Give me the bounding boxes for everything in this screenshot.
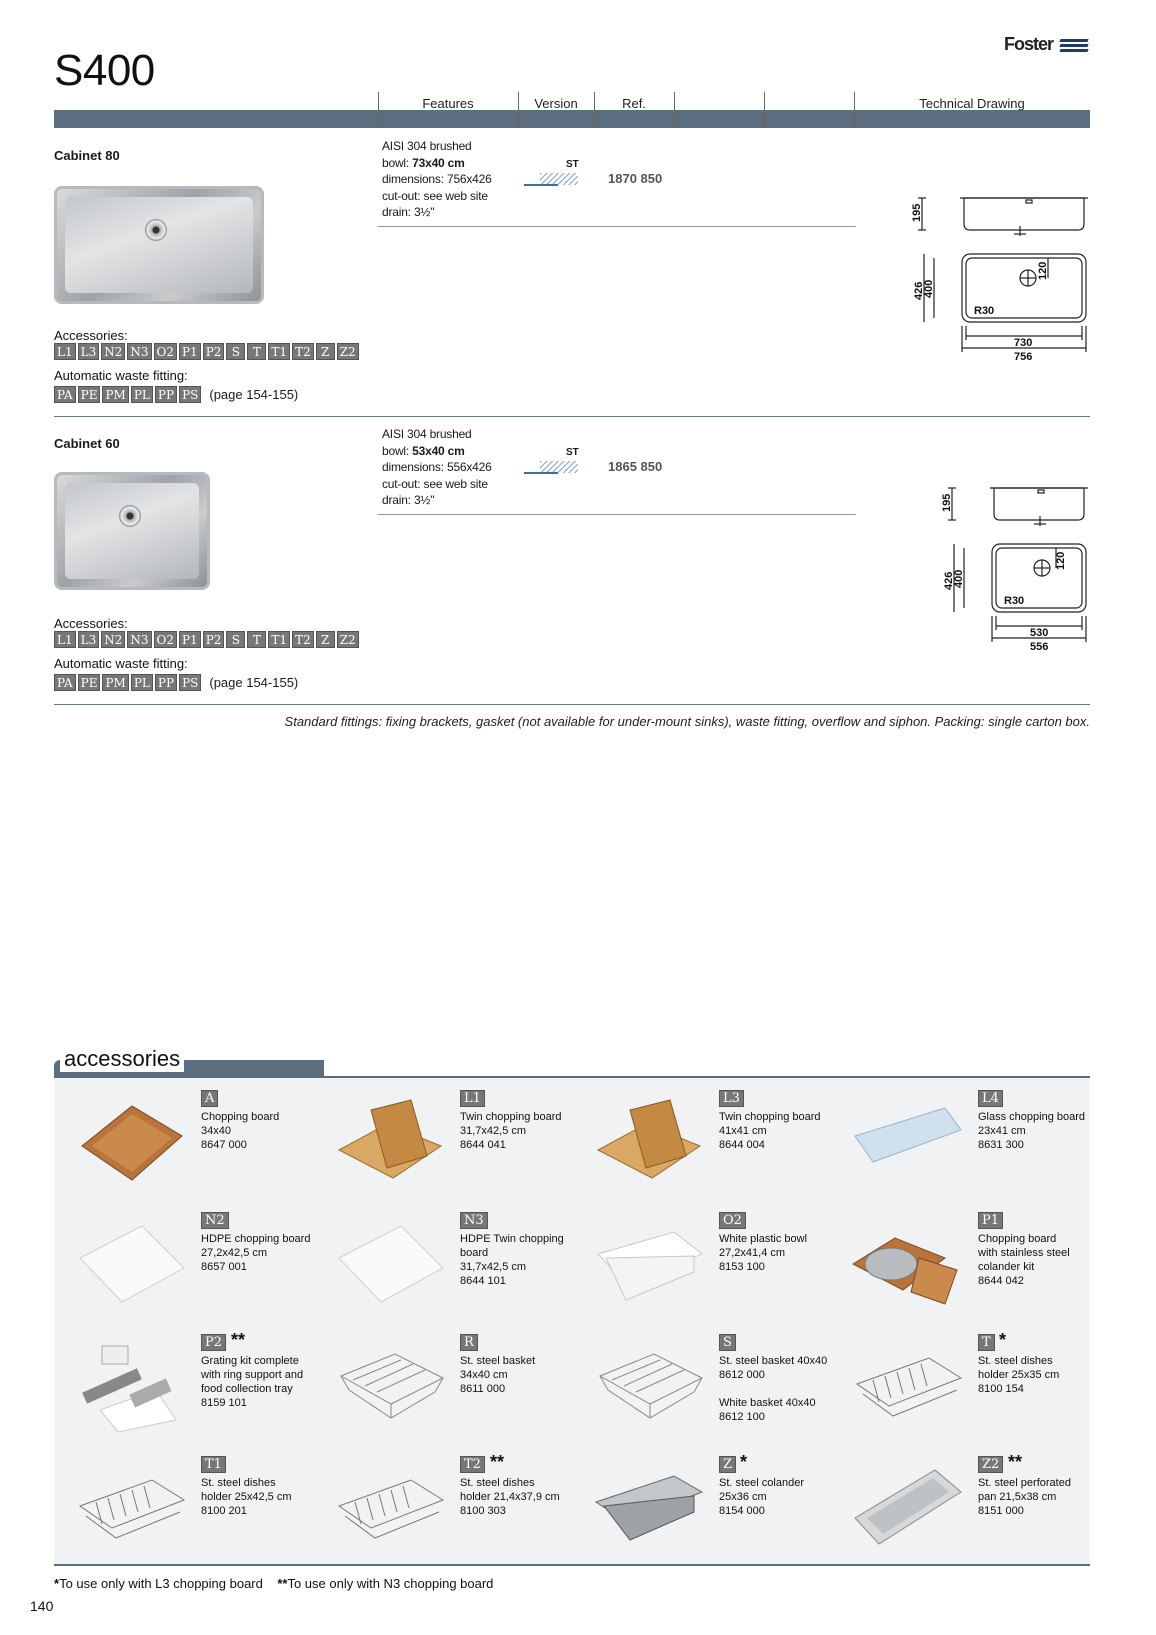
accessory-description [719, 1110, 834, 1152]
waste-page-ref: (page 154-155) [209, 387, 299, 402]
grating-kit-icon [72, 1340, 190, 1432]
accessory-code: T1 [201, 1456, 226, 1473]
page-number: 140 [30, 1598, 54, 1614]
feature-material: AISI 304 brushed [382, 139, 472, 153]
description-line: food collection tray [201, 1383, 293, 1395]
dim-width-inner: 730 [1014, 337, 1033, 349]
code-badge: PA [54, 386, 76, 403]
description-line: 31,7x42,5 cm [460, 1125, 527, 1137]
description-line: board [460, 1247, 489, 1259]
code-badge: P2 [203, 631, 225, 648]
accessory-item [831, 1452, 1089, 1576]
header-divider [764, 92, 765, 128]
accessories-badges [54, 343, 359, 360]
code-badge: T1 [268, 631, 290, 648]
feature-cutout: cut-out: see web site [382, 188, 488, 203]
description-line [719, 1382, 834, 1396]
plastic-bowl-icon [590, 1218, 708, 1310]
accessory-description [460, 1354, 575, 1396]
standard-fittings-note: Standard fittings: fixing brackets, gasket (not available for under-mount sinks), waste fitting, overflow and siphon. Packing: single carton box. [284, 714, 1090, 729]
colander-icon [590, 1462, 708, 1554]
feature-material: AISI 304 brushed [382, 427, 472, 441]
twin-board-icon [331, 1096, 449, 1188]
description-line: White plastic bowl [719, 1233, 808, 1245]
mount-type-icon [524, 167, 584, 197]
dim-width-outer: 556 [1030, 641, 1049, 653]
accessory-item [572, 1212, 830, 1332]
description-line: Grating kit complete [201, 1355, 299, 1367]
dim-height: 195 [941, 493, 953, 512]
header-divider [674, 92, 675, 128]
description-line: 8644 004 [719, 1139, 765, 1151]
code-badge: O2 [154, 631, 177, 648]
description-line: 8647 000 [201, 1139, 247, 1151]
code-badge: PE [78, 674, 101, 691]
description-line: holder 21,4x37,9 cm [460, 1491, 560, 1503]
accessory-item [313, 1212, 571, 1332]
product-ref: 1870 850 [608, 171, 663, 186]
wire-basket-icon [331, 1340, 449, 1432]
hdpe-board-icon [72, 1218, 190, 1310]
accessory-code: T2 [460, 1456, 485, 1473]
accessory-code: T [978, 1334, 995, 1351]
accessory-description [719, 1476, 834, 1518]
accessory-item [313, 1090, 571, 1210]
mount-type-icon [524, 455, 584, 485]
footnote [54, 1576, 493, 1591]
row-divider [378, 226, 856, 227]
description-line: HDPE chopping board [201, 1233, 311, 1245]
version-badge [524, 159, 584, 189]
description-line: St. steel colander [719, 1477, 804, 1489]
code-badge: N2 [101, 343, 125, 360]
footnote-star2: ** [277, 1576, 288, 1591]
description-line: Twin chopping board [460, 1111, 562, 1123]
accessory-item [54, 1212, 312, 1332]
sink-photo [54, 472, 210, 590]
row-divider [54, 704, 1090, 705]
accessory-description [978, 1476, 1093, 1518]
board-colander-icon [849, 1218, 967, 1310]
accessory-item [572, 1334, 830, 1454]
dim-radius: R30 [974, 305, 995, 317]
accessory-code: N3 [460, 1212, 488, 1229]
table-header-band [54, 110, 1090, 128]
accessory-description [201, 1110, 316, 1152]
accessory-item [831, 1212, 1089, 1332]
code-badge: T2 [292, 343, 314, 360]
feature-drain: drain: 3½" [382, 205, 435, 219]
accessory-description [460, 1232, 575, 1288]
dim-radius: R30 [1004, 595, 1025, 607]
accessory-code: L3 [719, 1090, 744, 1107]
description-line: 8100 201 [201, 1505, 247, 1517]
description-line: with ring support and [201, 1369, 304, 1381]
product-ref: 1865 850 [608, 459, 663, 474]
description-line: 8611 000 [460, 1383, 506, 1395]
code-badge: PP [155, 386, 177, 403]
accessory-stars: ** [231, 1330, 246, 1350]
accessory-code: R [460, 1334, 478, 1351]
accessory-code: L1 [460, 1090, 485, 1107]
description-line: HDPE Twin chopping [460, 1233, 564, 1245]
code-badge: S [226, 343, 245, 360]
code-badge: Z2 [337, 631, 359, 648]
product-name: Cabinet 80 [54, 148, 120, 163]
description-line: colander kit [978, 1261, 1035, 1273]
code-badge: PA [54, 674, 76, 691]
dim-depth-inner: 400 [923, 279, 935, 298]
accessory-code: N2 [201, 1212, 229, 1229]
product-name: Cabinet 60 [54, 436, 120, 451]
description-line: Chopping board [978, 1233, 1057, 1245]
footnote-text2: To use only with N3 chopping board [287, 1576, 494, 1591]
accessory-code: P2 [201, 1334, 226, 1351]
technical-drawing [904, 186, 1100, 366]
glass-board-icon [849, 1096, 967, 1188]
accessory-item [54, 1090, 312, 1210]
code-badge: T2 [292, 631, 314, 648]
accessories-badges [54, 631, 359, 648]
accessory-code: L4 [978, 1090, 1003, 1107]
description-line: 41x41 cm [719, 1125, 767, 1137]
accessory-stars: ** [1008, 1452, 1023, 1472]
description-line: 8657 001 [201, 1261, 247, 1273]
accessory-item [831, 1090, 1089, 1210]
accessory-description [201, 1354, 316, 1410]
accessory-description [978, 1354, 1093, 1396]
product-features [382, 138, 532, 221]
accessories-label: Accessories: [54, 328, 128, 343]
dim-drain-offset: 120 [1055, 551, 1067, 570]
dim-height: 195 [911, 203, 923, 222]
feature-dimensions: dimensions: 756x426 [382, 172, 492, 186]
drain-icon [119, 505, 141, 527]
description-line: pan 21,5x38 cm [978, 1491, 1057, 1503]
description-line: 8631 300 [978, 1139, 1024, 1151]
row-divider [54, 416, 1090, 417]
accessory-description [201, 1476, 316, 1518]
code-badge: PM [102, 674, 128, 691]
description-line: Twin chopping board [719, 1111, 821, 1123]
twin-board-icon [590, 1096, 708, 1188]
accessory-code: P1 [978, 1212, 1003, 1229]
description-line: St. steel dishes [201, 1477, 276, 1489]
accessory-stars: * [999, 1330, 1007, 1350]
description-line: Chopping board [201, 1111, 280, 1123]
code-badge: N3 [127, 631, 151, 648]
code-badge: Z [316, 631, 335, 648]
version-label: ST [566, 159, 579, 170]
code-badge: Z [316, 343, 335, 360]
accessory-code: S [719, 1334, 736, 1351]
accessory-stars: ** [490, 1452, 505, 1472]
description-line: 25x36 cm [719, 1491, 767, 1503]
header-technical-drawing: Technical Drawing [919, 96, 1025, 111]
accessory-description [460, 1110, 575, 1152]
code-badge: PP [155, 674, 177, 691]
accessory-description [719, 1354, 834, 1424]
brand-logo: Foster [1004, 34, 1054, 54]
accessory-item [313, 1334, 571, 1454]
description-line: 34x40 [201, 1125, 231, 1137]
code-badge: N3 [127, 343, 151, 360]
code-badge: L1 [54, 343, 76, 360]
waste-page-ref: (page 154-155) [209, 675, 299, 690]
description-line: holder 25x35 cm [978, 1369, 1060, 1381]
accessory-code: O2 [719, 1212, 746, 1229]
description-line: 8153 100 [719, 1261, 765, 1273]
drain-icon [145, 219, 167, 241]
bowl-prefix: bowl: [382, 155, 413, 170]
accessory-description [201, 1232, 316, 1274]
version-badge [524, 447, 584, 477]
accessory-item [313, 1452, 571, 1576]
description-line: 8159 101 [201, 1397, 247, 1409]
code-badge: S [226, 631, 245, 648]
description-line: 8644 042 [978, 1275, 1024, 1287]
dish-rack-icon [72, 1462, 190, 1554]
code-badge: L3 [78, 631, 100, 648]
accessories-heading: accessories [60, 1046, 184, 1072]
description-line: 27,2x41,4 cm [719, 1247, 786, 1259]
product-features [382, 426, 532, 509]
feature-dimensions: dimensions: 556x426 [382, 460, 492, 474]
description-line: 27,2x42,5 cm [201, 1247, 268, 1259]
code-badge: T [247, 343, 266, 360]
accessory-code: A [201, 1090, 218, 1107]
page-title: S400 [54, 46, 155, 95]
code-badge: P1 [179, 631, 201, 648]
description-line: 8612 100 [719, 1411, 765, 1423]
accessories-grid [54, 1090, 1090, 1570]
accessories-label: Accessories: [54, 616, 128, 631]
waste-badges [54, 386, 298, 403]
description-line: 8154 000 [719, 1505, 765, 1517]
accessory-item [572, 1452, 830, 1576]
dim-width-outer: 756 [1014, 351, 1033, 363]
description-line: with stainless steel [978, 1247, 1070, 1259]
bowl-prefix: bowl: [382, 443, 413, 458]
feature-bowl [382, 443, 532, 460]
feature-cutout: cut-out: see web site [382, 476, 488, 491]
description-line: 8151 000 [978, 1505, 1024, 1517]
perforated-pan-icon [849, 1462, 967, 1554]
code-badge: PE [78, 386, 101, 403]
code-badge: PL [131, 674, 153, 691]
waste-fitting-label: Automatic waste fitting: [54, 656, 188, 671]
bowl-size: 53x40 cm [412, 443, 465, 458]
code-badge: O2 [154, 343, 177, 360]
feature-bowl [382, 155, 532, 172]
dim-depth-inner: 400 [953, 569, 965, 588]
description-line: St. steel basket [460, 1355, 536, 1367]
description-line: St. steel basket 40x40 [719, 1355, 828, 1367]
dish-rack-icon [849, 1340, 967, 1432]
description-line: White basket 40x40 [719, 1397, 816, 1409]
wire-basket-icon [590, 1340, 708, 1432]
accessory-item [54, 1456, 312, 1576]
description-line: holder 25x42,5 cm [201, 1491, 292, 1503]
accessory-description [978, 1110, 1093, 1152]
wood-board-icon [72, 1096, 190, 1188]
code-badge: T1 [268, 343, 290, 360]
header-ref: Ref. [622, 96, 646, 111]
description-line: 8100 303 [460, 1505, 506, 1517]
bowl-size: 73x40 cm [412, 155, 465, 170]
description-line: St. steel perforated [978, 1477, 1071, 1489]
hdpe-board-icon [331, 1218, 449, 1310]
version-label: ST [566, 447, 579, 458]
sink-photo [54, 186, 264, 304]
description-line: Glass chopping board [978, 1111, 1086, 1123]
accessory-code: Z2 [978, 1456, 1003, 1473]
dim-depth-outer: 426 [943, 571, 955, 590]
code-badge: PL [131, 386, 153, 403]
accessory-description [460, 1476, 575, 1518]
code-badge: PS [179, 386, 201, 403]
description-line: 8644 041 [460, 1139, 506, 1151]
header-features: Features [422, 96, 474, 111]
accessory-description [719, 1232, 834, 1274]
footnote-star1: * [54, 1576, 60, 1591]
feature-drain: drain: 3½" [382, 493, 435, 507]
brand-mark-icon [1060, 39, 1088, 53]
accessory-code: Z [719, 1456, 736, 1473]
description-line: 8644 101 [460, 1275, 506, 1287]
dim-depth-outer: 426 [913, 281, 925, 300]
description-line: 8612 000 [719, 1369, 765, 1381]
code-badge: L1 [54, 631, 76, 648]
code-badge: P2 [203, 343, 225, 360]
header-version: Version [534, 96, 578, 111]
accessory-item [572, 1090, 830, 1210]
description-line: 34x40 cm [460, 1369, 508, 1381]
dish-rack-icon [331, 1462, 449, 1554]
description-line: 31,7x42,5 cm [460, 1261, 527, 1273]
dim-width-inner: 530 [1030, 627, 1049, 639]
waste-fitting-label: Automatic waste fitting: [54, 368, 188, 383]
code-badge: PM [102, 386, 128, 403]
code-badge: T [247, 631, 266, 648]
code-badge: Z2 [337, 343, 359, 360]
technical-drawing [934, 478, 1100, 658]
code-badge: N2 [101, 631, 125, 648]
description-line: 8100 154 [978, 1383, 1024, 1395]
footnote-text1: To use only with L3 chopping board [59, 1576, 263, 1591]
waste-badges [54, 674, 298, 691]
accessory-item [831, 1330, 1089, 1454]
accessory-stars: * [740, 1452, 748, 1472]
row-divider [378, 514, 856, 515]
code-badge: L3 [78, 343, 100, 360]
accessory-description [978, 1232, 1093, 1288]
description-line: St. steel dishes [460, 1477, 535, 1489]
code-badge: PS [179, 674, 201, 691]
code-badge: P1 [179, 343, 201, 360]
accessory-item [54, 1330, 312, 1454]
dim-drain-offset: 120 [1037, 261, 1049, 280]
description-line: St. steel dishes [978, 1355, 1053, 1367]
description-line: 23x41 cm [978, 1125, 1026, 1137]
